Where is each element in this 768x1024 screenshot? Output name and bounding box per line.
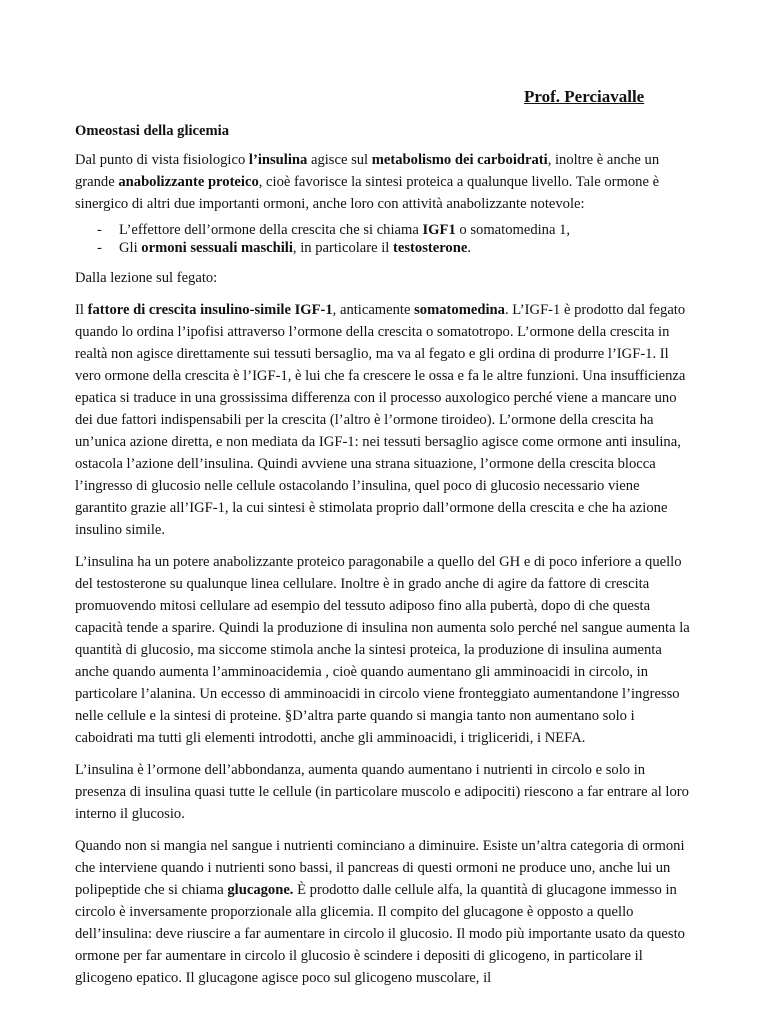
text-segment: , cioè favorisce la sintesi proteica a qualunque livello. Tale ormone è sinergico di altri due importanti ormoni, anche loro con attività anabolizzante notevole:	[75, 174, 660, 212]
author-header: Prof. Perciavalle	[524, 87, 645, 106]
hormone-list	[75, 221, 695, 257]
insulin-paragraph: L’insulina ha un potere anabolizzante proteico paragonabile a quello del GH e di poco inferiore a quello del testosterone su qualunque linea cellulare. Inoltre è in grado anche di agire da fattore di crescita promuovendo mitosi cellulare ad esempio del tessuto adiposo fino alla pubertà, dopo di che questa capacità tende a sparire. Quindi la produzione di insulina non aumenta solo perché nel sangue aumenta la quantità di glucosio, ma siccome stimola anche la sintesi proteica, la produzione di insulina aumenta anche quando aumenta l’amminoacidemia , cioè quando aumentano gli amminoacidi in circolo, in particolare l’alanina. Un eccesso di amminoacidi in circolo viene fronteggiato aumentandone l’ingresso nelle cellule e la sintesi di proteine. §D’altra parte quando si mangia tanto non aumentano solo i caboidrati ma tutti gli elementi introdotti, anche gli amminoacidi, i trigliceridi, i NEFA.	[75, 554, 690, 746]
text-segment: . L’IGF-1 è prodotto dal fegato quando lo ordina l’ipofisi attraverso l’ormone della crescita o somatotropo. L’ormone della crescita in realtà non agisce direttamente sui tessuti bersaglio, ma va al fegato e gli ordina di produrre l’IGF-1. Il vero ormone della crescita è l’IGF-1, è lui che fa crescere le ossa e fa le altre funzioni. Una insufficienza epatica si traduce in una grossissima differenza con il processo auxologico perché viene a mancare uno dei due fattori indispensabili per la crescita (l’altro è l’ormone tiroideo). L’ormone della crescita ha un’unica azione diretta, e non mediata da IGF-1: nei tessuti bersaglio agisce come ormone anti insulina, ostacola l’azione dell’insulina. Quindi avviene una strana situazione, l’ormone della crescita blocca l’ingresso di glucosio nelle cellule ostacolando l’insulina, quel poco di glucosio necessario viene garantito grazie all’IGF-1, la cui sintesi è stimolata proprio dall’ormone della crescita e che ha azione insulino simile.	[75, 302, 686, 538]
text-segment: È prodotto dalle cellule alfa, la quantità di glucagone immesso in circolo è inversamente proporzionale alla glicemia. Il compito del glucagone è opposto a quello dell’insulina: deve riuscire a far aumentare in circolo il glucosio. Il modo più importante usato da questo ormone per far aumentare in circolo il glucosio è scindere i depositi di glicogeno, in particolare il glicogeno epatico. Il glucagone agisce poco sul glicogeno muscolare, il	[75, 882, 685, 986]
bold-term: somatomedina	[414, 302, 505, 318]
abundance-paragraph: L’insulina è l’ormone dell’abbondanza, aumenta quando aumentano i nutrienti in circolo e solo in presenza di insulina quasi tutte le cellule (in particolare muscolo e adipociti) riescono a far entrare al loro interno il glucosio.	[75, 762, 689, 822]
bold-term: testosterone	[393, 240, 468, 256]
bold-term: IGF1	[422, 222, 456, 238]
text-segment: , anticamente	[332, 302, 415, 318]
intro-paragraph	[75, 149, 695, 215]
bold-term: ormoni sessuali maschili	[141, 240, 293, 256]
bold-term: fattore di crescita insulino-simile IGF-1	[87, 302, 333, 318]
text-segment: Il	[75, 302, 88, 318]
list-item	[75, 221, 695, 239]
section-title: Omeostasi della glicemia	[75, 123, 230, 139]
text-segment: , in particolare il	[292, 240, 394, 256]
liver-intro-paragraph: Dalla lezione sul fegato:	[75, 270, 218, 286]
list-item-text	[119, 221, 695, 239]
text-segment: L’effettore dell’ormone della crescita che si chiama	[119, 222, 423, 238]
bold-term: l’insulina	[248, 152, 308, 168]
list-item	[75, 239, 695, 257]
document-page	[75, 86, 695, 989]
text-segment: agisce sul	[307, 152, 372, 168]
bold-term: anabolizzante proteico	[118, 174, 259, 190]
igf-paragraph	[75, 299, 695, 541]
text-segment: , inoltre è anche un grande	[75, 152, 660, 190]
glucagon-paragraph	[75, 835, 695, 989]
text-segment: .	[467, 240, 471, 256]
text-segment: Dal punto di vista fisiologico	[75, 152, 249, 168]
bold-term: glucagone.	[227, 882, 294, 898]
text-segment: o somatomedina 1,	[455, 222, 571, 238]
text-segment: Quando non si mangia nel sangue i nutrienti cominciano a diminuire. Esiste un’altra categoria di ormoni che interviene quando i nutrienti sono bassi, il pancreas di questi ormoni ne produce uno, anche lui un polipeptide che si chiama	[75, 838, 685, 898]
list-item-text	[119, 239, 695, 257]
bold-term: metabolismo dei carboidrati	[371, 152, 548, 168]
list-bullet: -	[97, 240, 102, 256]
text-segment: Gli	[119, 240, 142, 256]
list-bullet: -	[97, 222, 102, 238]
